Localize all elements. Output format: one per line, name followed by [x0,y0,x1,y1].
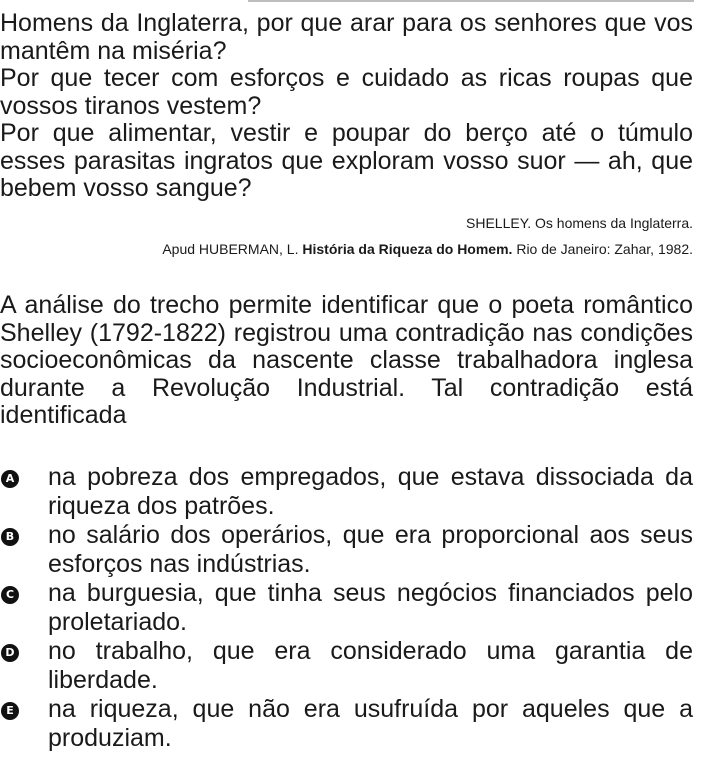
source-citation [0,210,693,262]
citation-publisher: Rio de Janeiro: Zahar, 1982. [516,241,693,257]
option-e[interactable] [0,695,693,753]
question-stem: A análise do trecho permite identificar que o poeta romântico Shelley (1792-1822) registrou uma contradição nas condições socioeconômicas da nascente classe trabalhadora inglesa durante a Revolução Industrial. Tal contradição está identificada [0,291,693,429]
poem-stanza-3: Por que alimentar, vestir e poupar do berço até o túmulo esses parasitas ingratos que exploram vosso suor — ah, que bebem vosso sangue? [0,119,693,202]
option-b-letter-badge: B [1,528,19,546]
answer-options [0,463,693,753]
option-c-text: na burguesia, que tinha seus negócios financiados pelo proletariado. [48,579,693,636]
option-a-text: na pobreza dos empregados, que estava dissociada da riqueza dos patrões. [48,463,693,520]
option-d-text: no trabalho, que era considerado uma garantia de liberdade. [48,637,693,694]
citation-author-line: SHELLEY. Os homens da Inglaterra. [466,215,693,231]
option-e-letter-badge: E [1,702,19,720]
option-b[interactable] [0,521,693,579]
option-d-letter-badge: D [1,644,19,662]
option-c[interactable] [0,579,693,637]
option-b-text: no salário dos operários, que era proporcional aos seus esforços nas indústrias. [48,521,693,578]
poem-stanza-1: Homens da Inglaterra, por que arar para os senhores que vos mantêm na miséria? [0,9,693,65]
citation-apud: Apud HUBERMAN, L. [162,241,299,257]
top-divider [248,0,694,2]
option-e-text: na riqueza, que não era usufruída por aqueles que a produziam. [48,695,693,752]
option-c-letter-badge: C [1,586,19,604]
option-d[interactable] [0,637,693,695]
poem-stanza-2: Por que tecer com esforços e cuidado as ricas roupas que vossos tiranos vestem? [0,64,693,120]
citation-book-title: História da Riqueza do Homem. [302,241,513,257]
poem-excerpt [0,10,693,203]
option-a[interactable] [0,463,693,521]
citation-reference-line [0,236,693,262]
option-a-letter-badge: A [1,470,19,488]
